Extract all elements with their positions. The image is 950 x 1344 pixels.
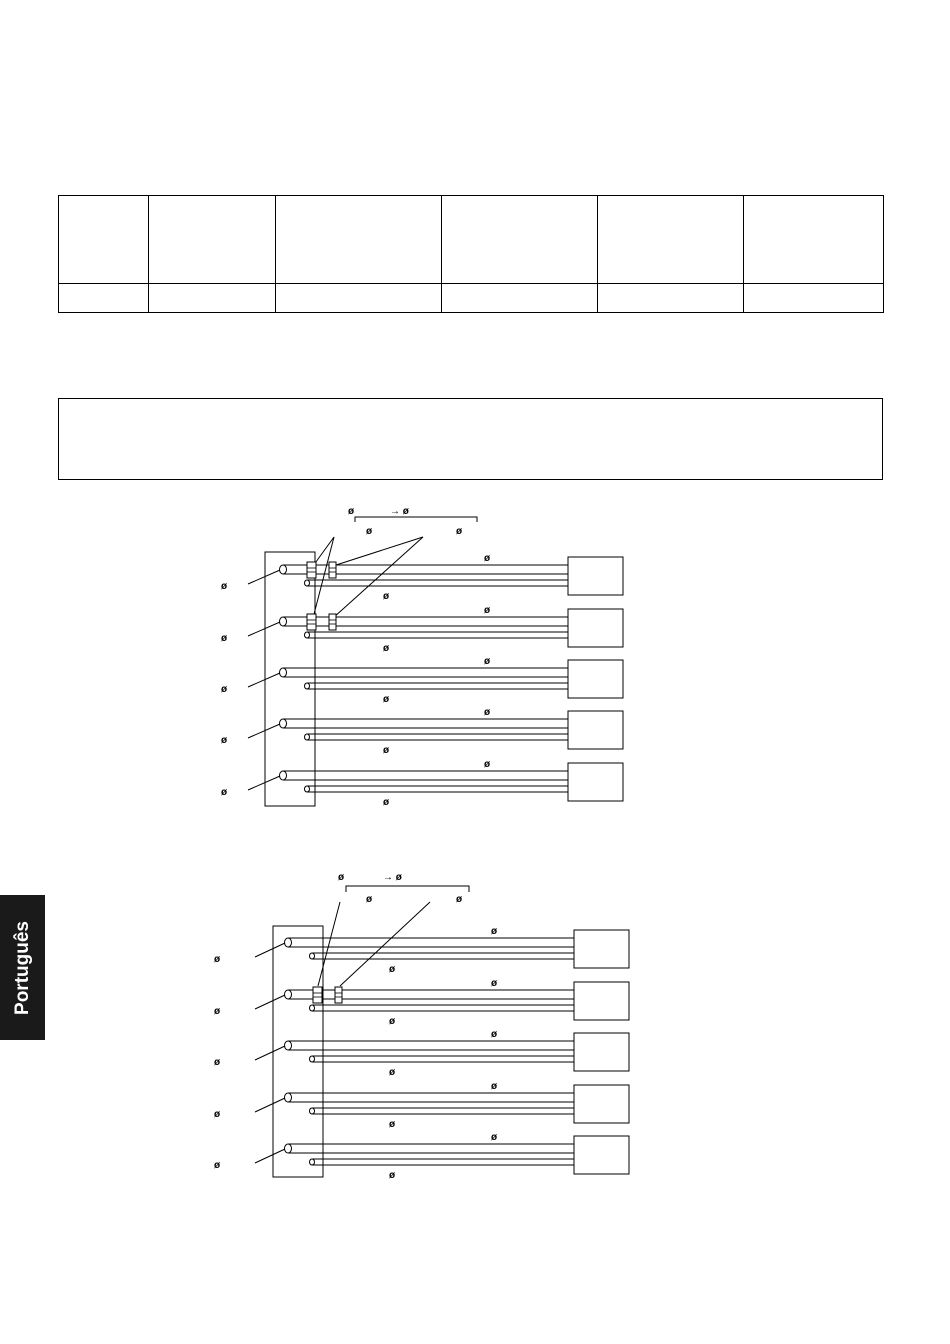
gas-pipe-diameter-label: ø (491, 1029, 498, 1040)
table-cell (276, 196, 442, 284)
pipe-end (305, 786, 310, 792)
pipe-end (280, 719, 287, 728)
table-cell (744, 196, 884, 284)
liquid-pipe-diameter-label: ø (383, 745, 390, 756)
spec-table (58, 195, 884, 313)
pipe-line (221, 707, 623, 756)
header-diameter-label: ø (338, 872, 345, 883)
pipe-line (214, 1132, 629, 1181)
gas-pipe-diameter-label: ø (491, 1132, 498, 1143)
pipe-line (214, 978, 629, 1027)
indoor-unit (568, 763, 623, 801)
bracket-left-label: ø (366, 526, 373, 537)
pipe-end (310, 1056, 315, 1062)
table-cell (598, 196, 744, 284)
bracket-left-label: ø (366, 894, 373, 905)
pipe-end (305, 632, 310, 638)
table-row (59, 284, 884, 313)
liquid-pipe-diameter-label: ø (389, 1067, 396, 1078)
language-tab (0, 895, 45, 1040)
pipe-line (214, 926, 629, 975)
indoor-unit (574, 1085, 629, 1123)
reducer-fitting (307, 562, 316, 578)
header-diameter-label: ø (348, 506, 355, 517)
pipe-end (285, 1144, 292, 1153)
fitting-leaders (318, 902, 430, 986)
outlet-diameter-label: ø (214, 1006, 221, 1017)
pipe-end (310, 1005, 315, 1011)
table-cell (744, 284, 884, 313)
outlet-diameter-label: ø (221, 735, 228, 746)
header-arrow-label: → ø (383, 872, 402, 883)
gas-pipe-diameter-label: ø (484, 605, 491, 616)
outlet-diameter-label: ø (214, 954, 221, 965)
gas-pipe-diameter-label: ø (491, 978, 498, 989)
liquid-pipe-diameter-label: ø (389, 964, 396, 975)
pipe-line (221, 605, 623, 654)
reducer-fitting (335, 987, 342, 1003)
branch-box (265, 552, 315, 806)
outlet-diameter-label: ø (221, 787, 228, 798)
table-cell (59, 196, 149, 284)
language-tab-label: Português (11, 920, 33, 1015)
header-bracket (355, 517, 477, 522)
pipe-line (221, 553, 623, 602)
gas-pipe-diameter-label: ø (484, 759, 491, 770)
liquid-pipe-diameter-label: ø (383, 694, 390, 705)
reducer-fitting (329, 614, 336, 630)
indoor-unit (574, 1136, 629, 1174)
table-cell (149, 284, 276, 313)
pipe-end (285, 938, 292, 947)
branch-box (273, 926, 323, 1177)
outlet-diameter-label: ø (221, 684, 228, 695)
bracket-right-label: ø (456, 894, 463, 905)
table-cell (149, 196, 276, 284)
gas-pipe-diameter-label: ø (491, 1081, 498, 1092)
pipe-end (305, 734, 310, 740)
liquid-pipe-diameter-label: ø (389, 1016, 396, 1027)
pipe-end (310, 1108, 315, 1114)
gas-pipe-diameter-label: ø (491, 926, 498, 937)
reducer-fitting (329, 562, 336, 578)
liquid-pipe-diameter-label: ø (383, 591, 390, 602)
pipe-end (310, 1159, 315, 1165)
pipe-end (280, 617, 287, 626)
pipe-end (305, 683, 310, 689)
outlet-diameter-label: ø (221, 633, 228, 644)
bracket-right-label: ø (456, 526, 463, 537)
piping-diagram-1 (0, 500, 950, 820)
pipe-end (280, 771, 287, 780)
indoor-unit (574, 1033, 629, 1071)
indoor-unit (574, 982, 629, 1020)
indoor-unit (568, 557, 623, 595)
gas-pipe-diameter-label: ø (484, 656, 491, 667)
pipe-end (280, 565, 287, 574)
piping-diagram-2 (0, 866, 950, 1186)
reducer-fitting (307, 614, 316, 630)
indoor-unit (574, 930, 629, 968)
outlet-diameter-label: ø (221, 581, 228, 592)
outlet-diameter-label: ø (214, 1109, 221, 1120)
liquid-pipe-diameter-label: ø (383, 643, 390, 654)
pipe-end (285, 1093, 292, 1102)
liquid-pipe-diameter-label: ø (389, 1119, 396, 1130)
pipe-line (214, 1081, 629, 1130)
pipe-end (310, 953, 315, 959)
indoor-unit (568, 711, 623, 749)
pipe-line (221, 656, 623, 705)
pipe-line (221, 759, 623, 808)
header-bracket (346, 886, 469, 892)
table-header-row (59, 196, 884, 284)
outlet-diameter-label: ø (214, 1057, 221, 1068)
indoor-unit (568, 660, 623, 698)
liquid-pipe-diameter-label: ø (383, 797, 390, 808)
table-cell (598, 284, 744, 313)
table-cell (59, 284, 149, 313)
table-cell (276, 284, 442, 313)
reducer-fitting (313, 987, 322, 1003)
pipe-end (285, 990, 292, 999)
header-arrow-label: → ø (390, 506, 409, 517)
gas-pipe-diameter-label: ø (484, 553, 491, 564)
pipe-line (214, 1029, 629, 1078)
pipe-end (285, 1041, 292, 1050)
table-cell (442, 284, 598, 313)
indoor-unit (568, 609, 623, 647)
liquid-pipe-diameter-label: ø (389, 1170, 396, 1181)
note-box (58, 398, 883, 480)
pipe-end (305, 580, 310, 586)
table-cell (442, 196, 598, 284)
outlet-diameter-label: ø (214, 1160, 221, 1171)
pipe-end (280, 668, 287, 677)
gas-pipe-diameter-label: ø (484, 707, 491, 718)
